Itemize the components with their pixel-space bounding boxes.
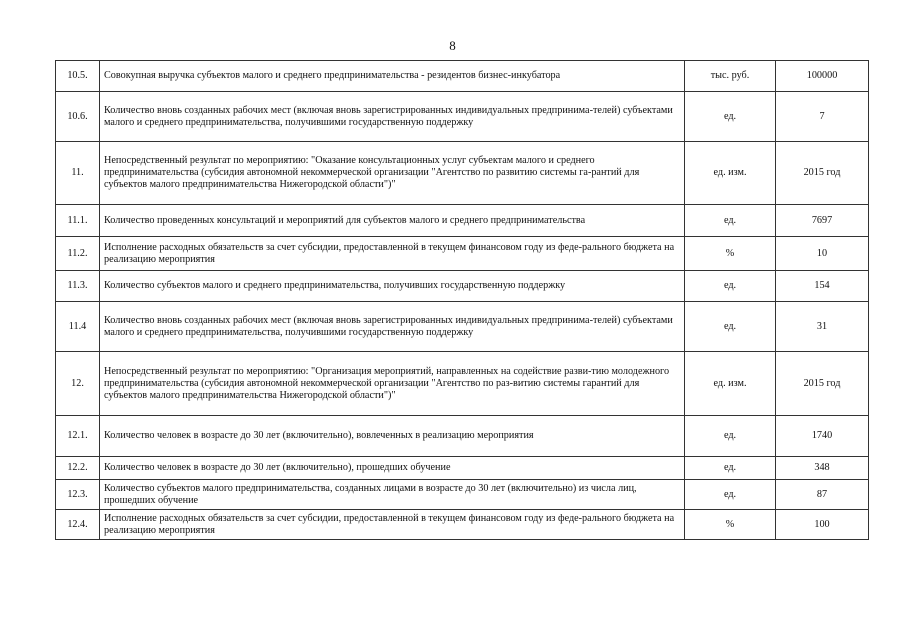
table-row	[56, 480, 869, 510]
row-value: 2015 год	[776, 352, 869, 416]
row-value: 10	[776, 237, 869, 271]
row-description: Непосредственный результат по мероприятию: "Организация мероприятий, направленных на содействие разви-тию молодежного предпринимательства (субсидия автономной некоммерческой организации "Агентство по раз-витию системы гарантий для субъектов малого предпринимательства Нижегородской области")"	[100, 352, 685, 416]
row-number: 12.2.	[56, 457, 100, 480]
row-number: 12.1.	[56, 416, 100, 457]
table-row	[56, 142, 869, 205]
row-number: 11.	[56, 142, 100, 205]
row-description: Совокупная выручка субъектов малого и среднего предпринимательства - резидентов бизнес-инкубатора	[100, 61, 685, 92]
row-description: Количество субъектов малого и среднего предпринимательства, получивших государственную поддержку	[100, 271, 685, 302]
row-description: Количество субъектов малого предпринимательства, созданных лицами в возрасте до 30 лет (включительно) из числа лиц, прошедших обучение	[100, 480, 685, 510]
row-value: 31	[776, 302, 869, 352]
row-value: 7	[776, 92, 869, 142]
row-description: Количество вновь созданных рабочих мест (включая вновь зарегистрированных индивидуальных предпринима-телей) субъектами малого и среднего предпринимательства, получившими государственную поддержку	[100, 92, 685, 142]
row-description: Непосредственный результат по мероприятию: "Оказание консультационных услуг субъектам малого и среднего предпринимательства (субсидия автономной некоммерческой организации "Агентство по развитию системы га-рантий для субъектов малого предпринимательства Нижегородской области")"	[100, 142, 685, 205]
table-row	[56, 352, 869, 416]
row-unit: %	[685, 510, 776, 540]
table-row	[56, 416, 869, 457]
table-row	[56, 61, 869, 92]
row-value: 154	[776, 271, 869, 302]
row-value: 100000	[776, 61, 869, 92]
row-number: 11.4	[56, 302, 100, 352]
row-unit: ед.	[685, 480, 776, 510]
row-unit: %	[685, 237, 776, 271]
row-unit: ед.	[685, 205, 776, 237]
row-value: 7697	[776, 205, 869, 237]
row-unit: ед.	[685, 457, 776, 480]
row-description: Исполнение расходных обязательств за счет субсидии, предоставленной в текущем финансовом году из феде-рального бюджета на реализацию мероприятия	[100, 510, 685, 540]
row-unit: ед.	[685, 271, 776, 302]
row-value: 1740	[776, 416, 869, 457]
row-value: 100	[776, 510, 869, 540]
row-description: Количество проведенных консультаций и мероприятий для субъектов малого и среднего предпринимательства	[100, 205, 685, 237]
row-value: 2015 год	[776, 142, 869, 205]
row-number: 10.6.	[56, 92, 100, 142]
row-number: 12.4.	[56, 510, 100, 540]
table-row	[56, 457, 869, 480]
table-row	[56, 205, 869, 237]
row-unit: ед.	[685, 416, 776, 457]
table-row	[56, 237, 869, 271]
table-row	[56, 510, 869, 540]
row-number: 11.2.	[56, 237, 100, 271]
row-number: 11.3.	[56, 271, 100, 302]
page-number: 8	[449, 38, 456, 53]
indicators-table	[55, 60, 869, 540]
table-row	[56, 302, 869, 352]
row-value: 348	[776, 457, 869, 480]
row-description: Количество человек в возрасте до 30 лет (включительно), прошедших обучение	[100, 457, 685, 480]
row-unit: ед.	[685, 92, 776, 142]
row-description: Количество вновь созданных рабочих мест (включая вновь зарегистрированных индивидуальных предпринима-телей) субъектами малого и среднего предпринимательства, получившими государственную поддержку	[100, 302, 685, 352]
row-value: 87	[776, 480, 869, 510]
row-unit: тыс. руб.	[685, 61, 776, 92]
row-unit: ед. изм.	[685, 352, 776, 416]
row-number: 12.	[56, 352, 100, 416]
row-unit: ед. изм.	[685, 142, 776, 205]
row-number: 12.3.	[56, 480, 100, 510]
table-row	[56, 92, 869, 142]
row-number: 11.1.	[56, 205, 100, 237]
row-number: 10.5.	[56, 61, 100, 92]
row-description: Количество человек в возрасте до 30 лет (включительно), вовлеченных в реализацию мероприятия	[100, 416, 685, 457]
row-unit: ед.	[685, 302, 776, 352]
table-row	[56, 271, 869, 302]
row-description: Исполнение расходных обязательств за счет субсидии, предоставленной в текущем финансовом году из феде-рального бюджета на реализацию мероприятия	[100, 237, 685, 271]
